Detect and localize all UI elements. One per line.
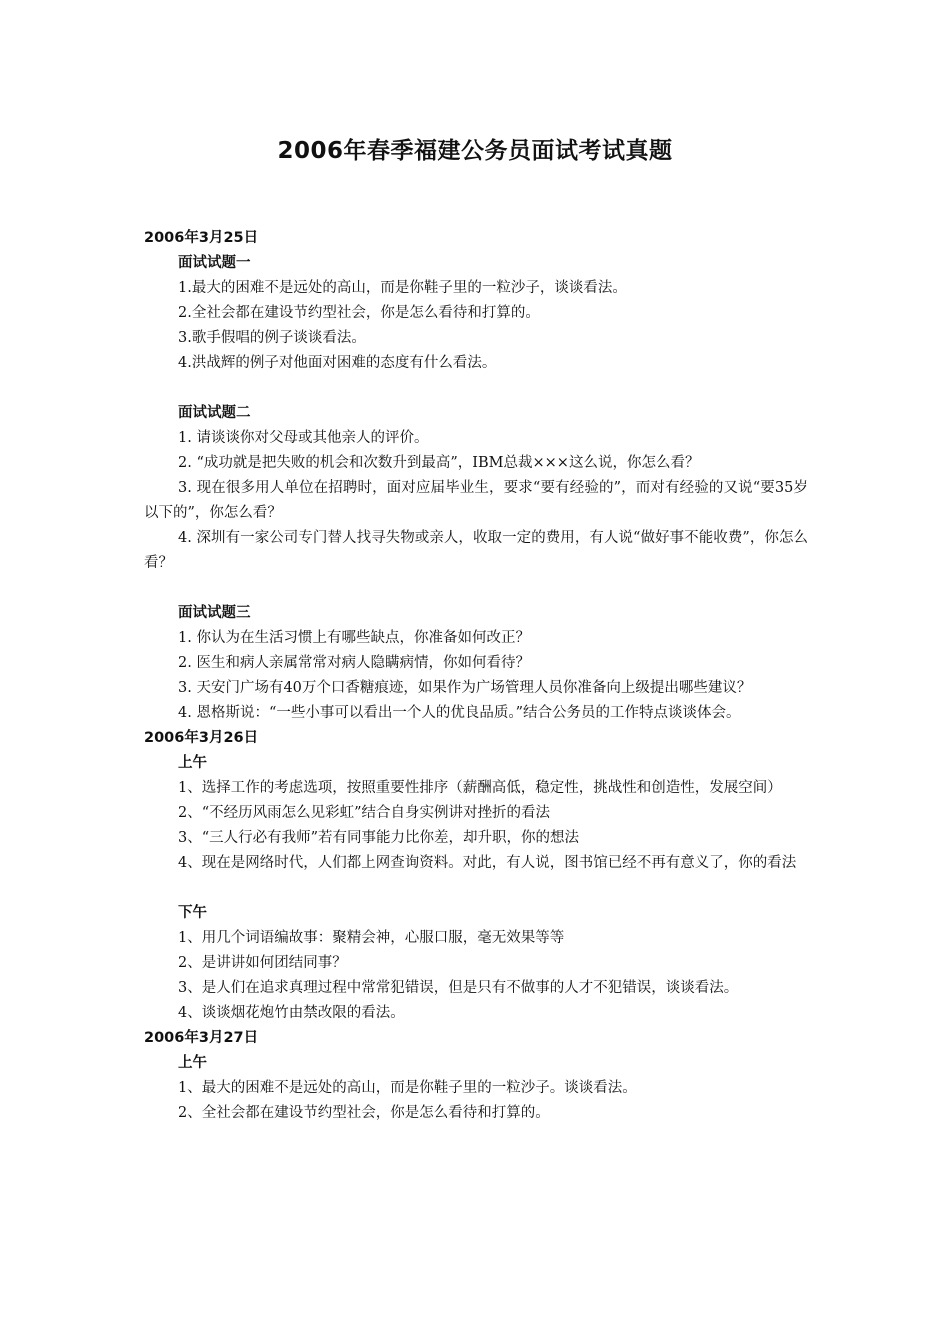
question-item: 1. 你认为在生活习惯上有哪些缺点，你准备如何改正？ bbox=[178, 630, 530, 646]
question-item: 4. 恩格斯说：“一些小事可以看出一个人的优良品质。”结合公务员的工作特点谈谈体会。 bbox=[178, 705, 741, 721]
question-item: 2、是讲讲如何团结同事？ bbox=[178, 955, 347, 971]
question-item: 1、选择工作的考虑选项，按照重要性排序（薪酬高低，稳定性，挑战性和创造性，发展空间） bbox=[178, 780, 782, 796]
question-item: 1、最大的困难不是远处的高山，而是你鞋子里的一粒沙子。谈谈看法。 bbox=[178, 1080, 637, 1096]
date-heading: 2006年3月27日 bbox=[144, 1030, 259, 1046]
question-item: 2.全社会都在建设节约型社会，你是怎么看待和打算的。 bbox=[178, 305, 540, 321]
question-item: 2、全社会都在建设节约型社会，你是怎么看待和打算的。 bbox=[178, 1105, 550, 1121]
question-item: 1. 请谈谈你对父母或其他亲人的评价。 bbox=[178, 430, 429, 446]
document-title: 2006年春季福建公务员面试考试真题 bbox=[277, 138, 673, 164]
spacer bbox=[144, 576, 808, 601]
section-heading: 上午 bbox=[178, 755, 207, 771]
section-heading: 下午 bbox=[178, 905, 207, 921]
section-heading: 面试试题一 bbox=[178, 255, 251, 271]
question-item: 3、是人们在追求真理过程中常常犯错误，但是只有不做事的人才不犯错误，谈谈看法。 bbox=[178, 980, 739, 996]
question-item: 4.洪战辉的例子对他面对困难的态度有什么看法。 bbox=[178, 355, 497, 371]
section-heading: 面试试题三 bbox=[178, 605, 251, 621]
question-item: 3. 现在很多用人单位在招聘时，面对应届毕业生，要求“要有经验的”，而对有经验的又说“要35岁以下的”，你怎么看？ bbox=[144, 480, 808, 521]
date-heading: 2006年3月26日 bbox=[144, 730, 259, 746]
question-item: 2. “成功就是把失败的机会和次数升到最高”，IBM总裁×××这么说，你怎么看？ bbox=[178, 455, 700, 471]
spacer bbox=[144, 876, 808, 901]
question-item: 2、“不经历风雨怎么见彩虹”结合自身实例讲对挫折的看法 bbox=[178, 805, 551, 821]
question-item: 3、“三人行必有我师”若有同事能力比你差，却升职，你的想法 bbox=[178, 830, 580, 846]
document-body bbox=[144, 226, 808, 1126]
question-item: 4. 深圳有一家公司专门替人找寻失物或亲人，收取一定的费用，有人说“做好事不能收费”，你怎么看？ bbox=[144, 530, 808, 571]
question-item: 2. 医生和病人亲属常常对病人隐瞒病情，你如何看待？ bbox=[178, 655, 530, 671]
question-item: 1、用几个词语编故事：聚精会神，心服口服，毫无效果等等 bbox=[178, 930, 565, 946]
section-heading: 面试试题二 bbox=[178, 405, 251, 421]
question-item: 1.最大的困难不是远处的高山，而是你鞋子里的一粒沙子，谈谈看法。 bbox=[178, 280, 627, 296]
section-heading: 上午 bbox=[178, 1055, 207, 1071]
question-item: 4、现在是网络时代，人们都上网查询资料。对此，有人说，图书馆已经不再有意义了，你的看法 bbox=[178, 855, 797, 871]
spacer bbox=[144, 376, 808, 401]
question-item: 3.歌手假唱的例子谈谈看法。 bbox=[178, 330, 366, 346]
question-item: 4、谈谈烟花炮竹由禁改限的看法。 bbox=[178, 1005, 405, 1021]
question-item: 3. 天安门广场有40万个口香糖痕迹，如果作为广场管理人员你准备向上级提出哪些建议？ bbox=[178, 680, 752, 696]
date-heading: 2006年3月25日 bbox=[144, 230, 259, 246]
